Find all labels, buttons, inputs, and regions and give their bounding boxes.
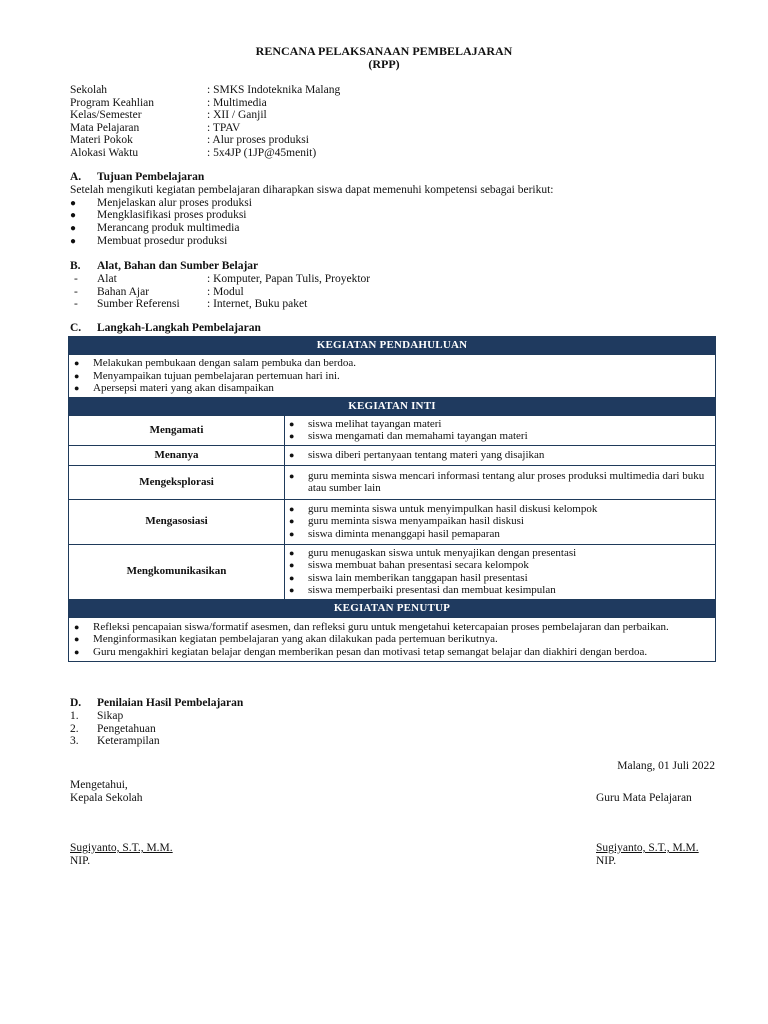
teacher-nip: NIP. <box>596 855 617 867</box>
assessment-item <box>70 710 123 723</box>
activity-label: Menanya <box>69 445 285 465</box>
activity-items <box>285 445 716 465</box>
section-number: D. <box>70 697 82 709</box>
list-item: ● Menginformasikan kegiatan pembelajaran yang akan dilakukan pada pertemuan berikutnya. <box>74 633 711 646</box>
dash-marker: - <box>74 298 78 310</box>
objective-text: Merancang produk multimedia <box>97 222 240 234</box>
identity-label: Sekolah <box>70 84 108 96</box>
table-row <box>69 544 716 599</box>
table-row <box>69 499 716 544</box>
item-text: Pengetahuan <box>97 723 156 735</box>
section-title: Penilaian Hasil Pembelajaran <box>97 697 244 709</box>
objective-text: Membuat prosedur produksi <box>97 235 228 247</box>
list-item: ● guru meminta siswa mencari informasi tentang alur proses produksi multimedia dari buku atau sumber lain <box>289 470 711 495</box>
resource-value: : Modul <box>207 286 244 298</box>
identity-label: Alokasi Waktu <box>70 147 139 159</box>
identity-label: Program Keahlian <box>70 97 154 109</box>
list-item: ● Refleksi pencapaian siswa/formatif asesmen, dan refleksi guru untuk mengetahui ketercapaian proses pembelajaran dan perbaikan. <box>74 621 711 634</box>
place-date: Malang, 01 Juli 2022 <box>617 760 715 772</box>
identity-row-program <box>70 97 267 110</box>
table-row <box>69 465 716 499</box>
section-c-heading <box>70 322 261 335</box>
resource-label: Alat <box>97 273 117 285</box>
activity-label: Mengamati <box>69 415 285 445</box>
identity-value: : 5x4JP (1JP@45menit) <box>207 147 317 159</box>
section-b-heading <box>70 260 258 273</box>
resource-label: Sumber Referensi <box>97 298 180 310</box>
learning-steps-table <box>68 336 716 662</box>
section-title: Alat, Bahan dan Sumber Belajar <box>97 260 259 272</box>
section-title: Tujuan Pembelajaran <box>97 171 205 183</box>
objective-item <box>70 209 246 223</box>
identity-value: : XII / Ganjil <box>207 109 267 121</box>
activity-items <box>285 544 716 599</box>
pendahuluan-list <box>69 355 716 398</box>
identity-row-materi <box>70 134 309 147</box>
resource-label: Bahan Ajar <box>97 286 150 298</box>
resource-item <box>70 273 370 286</box>
list-item: ● guru meminta siswa menyampaikan hasil diskusi <box>289 515 711 528</box>
objective-text: Mengklasifikasi proses produksi <box>97 209 247 221</box>
resource-item <box>70 298 307 311</box>
identity-row-kelas <box>70 109 267 122</box>
section-number: C. <box>70 322 82 334</box>
activity-items <box>285 415 716 445</box>
identity-label: Kelas/Semester <box>70 109 142 121</box>
dash-marker: - <box>74 273 78 285</box>
teacher-title: Guru Mata Pelajaran <box>596 792 692 804</box>
list-item: ● Guru mengakhiri kegiatan belajar dengan memberikan pesan dan motivasi tetap semangat belajar dan diakhiri dengan berdoa. <box>74 646 711 659</box>
pendahuluan-header: KEGIATAN PENDAHULUAN <box>69 337 716 355</box>
bullet-icon: ● <box>70 198 77 209</box>
identity-value: : TPAV <box>207 122 241 134</box>
section-number: B. <box>70 260 81 272</box>
item-text: Keterampilan <box>97 735 160 747</box>
activity-label: Mengkomunikasikan <box>69 544 285 599</box>
bullet-icon: ● <box>70 236 77 247</box>
principal-title: Kepala Sekolah <box>70 792 143 804</box>
resource-item <box>70 286 244 299</box>
activity-items <box>285 465 716 499</box>
table-row <box>69 445 716 465</box>
table-row <box>69 415 716 445</box>
identity-value: : Alur proses produksi <box>207 134 309 146</box>
bullet-icon: ● <box>70 210 77 221</box>
list-item: ● Menyampaikan tujuan pembelajaran pertemuan hari ini. <box>74 370 711 383</box>
section-title: Langkah-Langkah Pembelajaran <box>97 322 261 334</box>
identity-row-alokasi <box>70 147 316 160</box>
section-a-heading <box>70 171 204 184</box>
list-item: ● guru meminta siswa untuk menyimpulkan hasil diskusi kelompok <box>289 503 711 516</box>
objective-item <box>70 235 227 249</box>
list-item: ● siswa lain memberikan tanggapan hasil presentasi <box>289 572 711 585</box>
list-item: ● siswa melihat tayangan materi <box>289 418 711 431</box>
principal-nip: NIP. <box>70 855 91 867</box>
activity-label: Mengasosiasi <box>69 499 285 544</box>
principal-name: Sugiyanto, S.T., M.M. <box>70 842 173 854</box>
bullet-icon: ● <box>70 223 77 234</box>
item-number: 1. <box>70 710 79 722</box>
penutup-header: KEGIATAN PENUTUP <box>69 599 716 617</box>
identity-value: : SMKS Indoteknika Malang <box>207 84 341 96</box>
assessment-item <box>70 723 156 736</box>
identity-value: : Multimedia <box>207 97 267 109</box>
list-item: ● siswa diberi pertanyaan tentang materi yang disajikan <box>289 449 711 462</box>
list-item: ● siswa memperbaiki presentasi dan membuat kesimpulan <box>289 584 711 597</box>
activity-label: Mengeksplorasi <box>69 465 285 499</box>
list-item: ● Apersepsi materi yang akan disampaikan <box>74 382 711 395</box>
inti-header: KEGIATAN INTI <box>69 397 716 415</box>
acknowledgement-label: Mengetahui, <box>70 779 128 791</box>
resource-value: : Komputer, Papan Tulis, Proyektor <box>207 273 371 285</box>
document-title: RENCANA PELAKSANAAN PEMBELAJARAN <box>255 44 513 58</box>
item-text: Sikap <box>97 710 124 722</box>
penutup-list <box>69 617 716 662</box>
list-item: ● siswa membuat bahan presentasi secara kelompok <box>289 559 711 572</box>
section-number: A. <box>70 171 82 183</box>
identity-label: Materi Pokok <box>70 134 133 146</box>
teacher-name: Sugiyanto, S.T., M.M. <box>596 842 699 854</box>
list-item: ● guru menugaskan siswa untuk menyajikan dengan presentasi <box>289 547 711 560</box>
item-number: 2. <box>70 723 79 735</box>
resource-value: : Internet, Buku paket <box>207 298 308 310</box>
list-item: ● Melakukan pembukaan dengan salam pembuka dan berdoa. <box>74 357 711 370</box>
identity-label: Mata Pelajaran <box>70 122 140 134</box>
dash-marker: - <box>74 286 78 298</box>
activity-items <box>285 499 716 544</box>
list-item: ● siswa diminta menanggapi hasil pemaparan <box>289 528 711 541</box>
item-number: 3. <box>70 735 79 747</box>
identity-row-sekolah <box>70 84 340 97</box>
assessment-item <box>70 735 160 748</box>
list-item: ● siswa mengamati dan memahami tayangan materi <box>289 430 711 443</box>
section-a-intro: Setelah mengikuti kegiatan pembelajaran diharapkan siswa dapat memenuhi kompetensi sebagai berikut: <box>70 184 554 196</box>
objective-item <box>70 222 239 236</box>
objective-text: Menjelaskan alur proses produksi <box>97 197 252 209</box>
section-d-heading <box>70 697 243 710</box>
identity-row-mapel <box>70 122 240 135</box>
document-subtitle: (RPP) <box>368 57 400 71</box>
